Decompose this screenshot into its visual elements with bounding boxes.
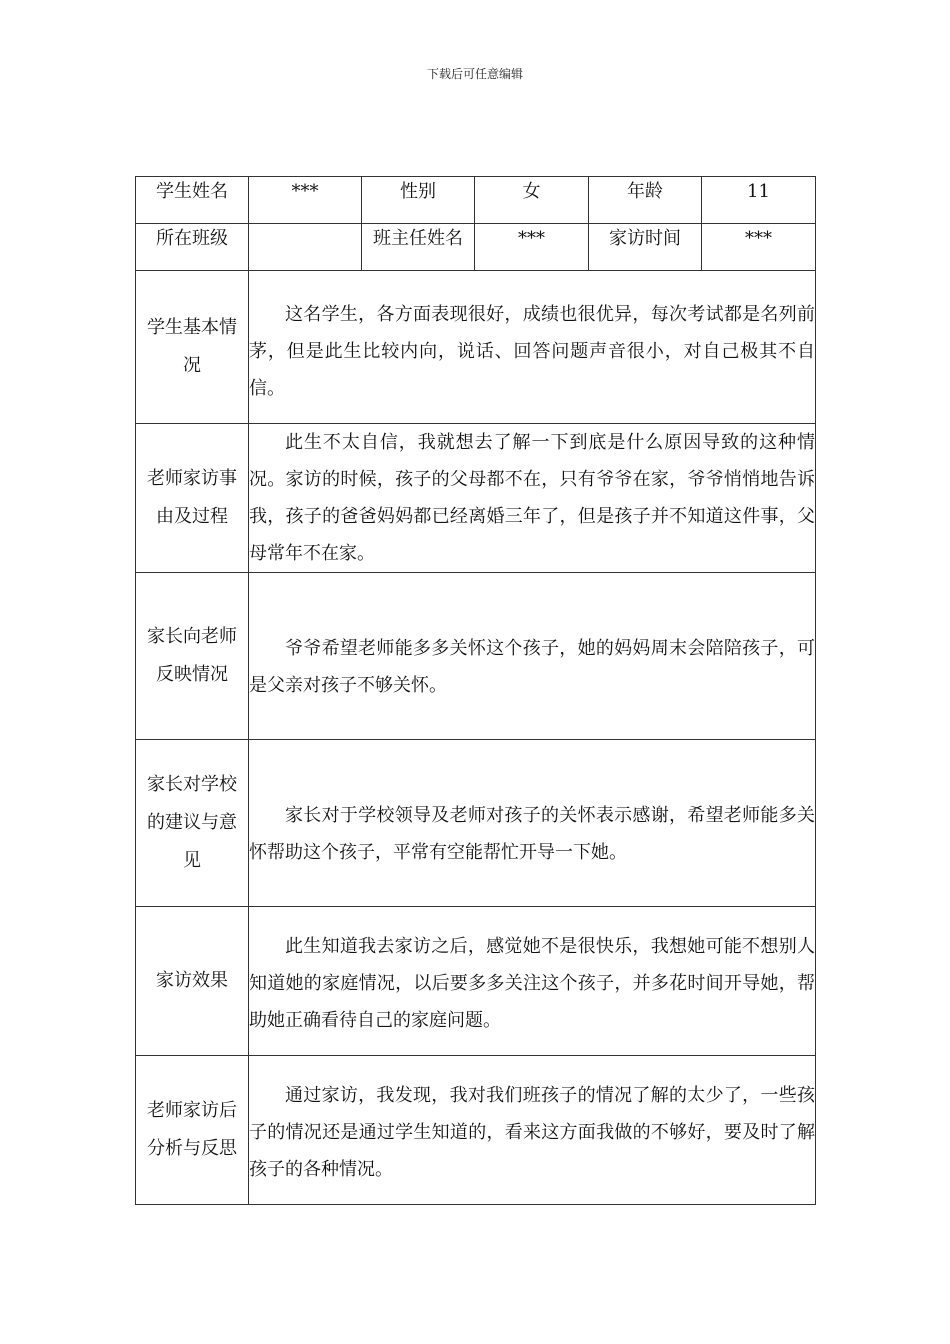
visit-time-value[interactable]: ***: [702, 224, 816, 271]
visit-time-label: 家访时间: [589, 224, 702, 271]
student-name-value[interactable]: ***: [249, 177, 362, 224]
section-label-parent-suggestions: 家长对学校的建议与意见: [136, 740, 249, 907]
gender-value[interactable]: 女: [475, 177, 589, 224]
section-label-visit-process: 老师家访事由及过程: [136, 424, 249, 573]
section-content-basic-info[interactable]: 这名学生，各方面表现很好，成绩也很优异，每次考试都是名列前茅，但是此生比较内向，说话、回答问题声音很小，对自己极其不自信。: [249, 271, 816, 424]
section-content-parent-feedback[interactable]: 爷爷希望老师能多多关怀这个孩子，她的妈妈周末会陪陪孩子，可是父亲对孩子不够关怀。: [249, 573, 816, 740]
gender-label: 性别: [362, 177, 475, 224]
section-content-visit-process[interactable]: 此生不太自信，我就想去了解一下到底是什么原因导致的这种情况。家访的时候，孩子的父母都不在，只有爷爷在家，爷爷悄悄地告诉我，孩子的爸爸妈妈都已经离婚三年了，但是孩子并不知道这件事，父母常年不在家。: [249, 424, 816, 573]
teacher-value[interactable]: ***: [475, 224, 589, 271]
age-label: 年龄: [589, 177, 702, 224]
section-content-parent-suggestions[interactable]: 家长对于学校领导及老师对孩子的关怀表示感谢，希望老师能多关怀帮助这个孩子，平常有空能帮忙开导一下她。: [249, 740, 816, 907]
section-row-parent-feedback: [136, 573, 816, 740]
section-row-visit-process: [136, 424, 816, 573]
section-row-visit-effect: [136, 907, 816, 1056]
page-header-note: 下载后可任意编辑: [426, 67, 523, 81]
section-label-basic-info: 学生基本情况: [136, 271, 249, 424]
student-name-label: 学生姓名: [136, 177, 249, 224]
section-label-visit-effect: 家访效果: [136, 907, 249, 1056]
teacher-label: 班主任姓名: [362, 224, 475, 271]
section-row-parent-suggestions: [136, 740, 816, 907]
class-value[interactable]: [249, 224, 362, 271]
section-content-visit-effect[interactable]: 此生知道我去家访之后，感觉她不是很快乐，我想她可能不想别人知道她的家庭情况，以后要多多关注这个孩子，并多花时间开导她，帮助她正确看待自己的家庭问题。: [249, 907, 816, 1056]
section-content-reflection[interactable]: 通过家访，我发现，我对我们班孩子的情况了解的太少了，一些孩子的情况还是通过学生知道的，看来这方面我做的不够好，要及时了解孩子的各种情况。: [249, 1056, 816, 1205]
age-value[interactable]: 11: [702, 177, 816, 224]
section-label-parent-feedback: 家长向老师反映情况: [136, 573, 249, 740]
section-label-reflection: 老师家访后分析与反思: [136, 1056, 249, 1205]
class-label: 所在班级: [136, 224, 249, 271]
section-row-reflection: [136, 1056, 816, 1205]
section-row-basic-info: [136, 271, 816, 424]
info-row-2: [136, 224, 816, 271]
home-visit-form: [135, 176, 816, 1205]
info-row-1: [136, 177, 816, 224]
